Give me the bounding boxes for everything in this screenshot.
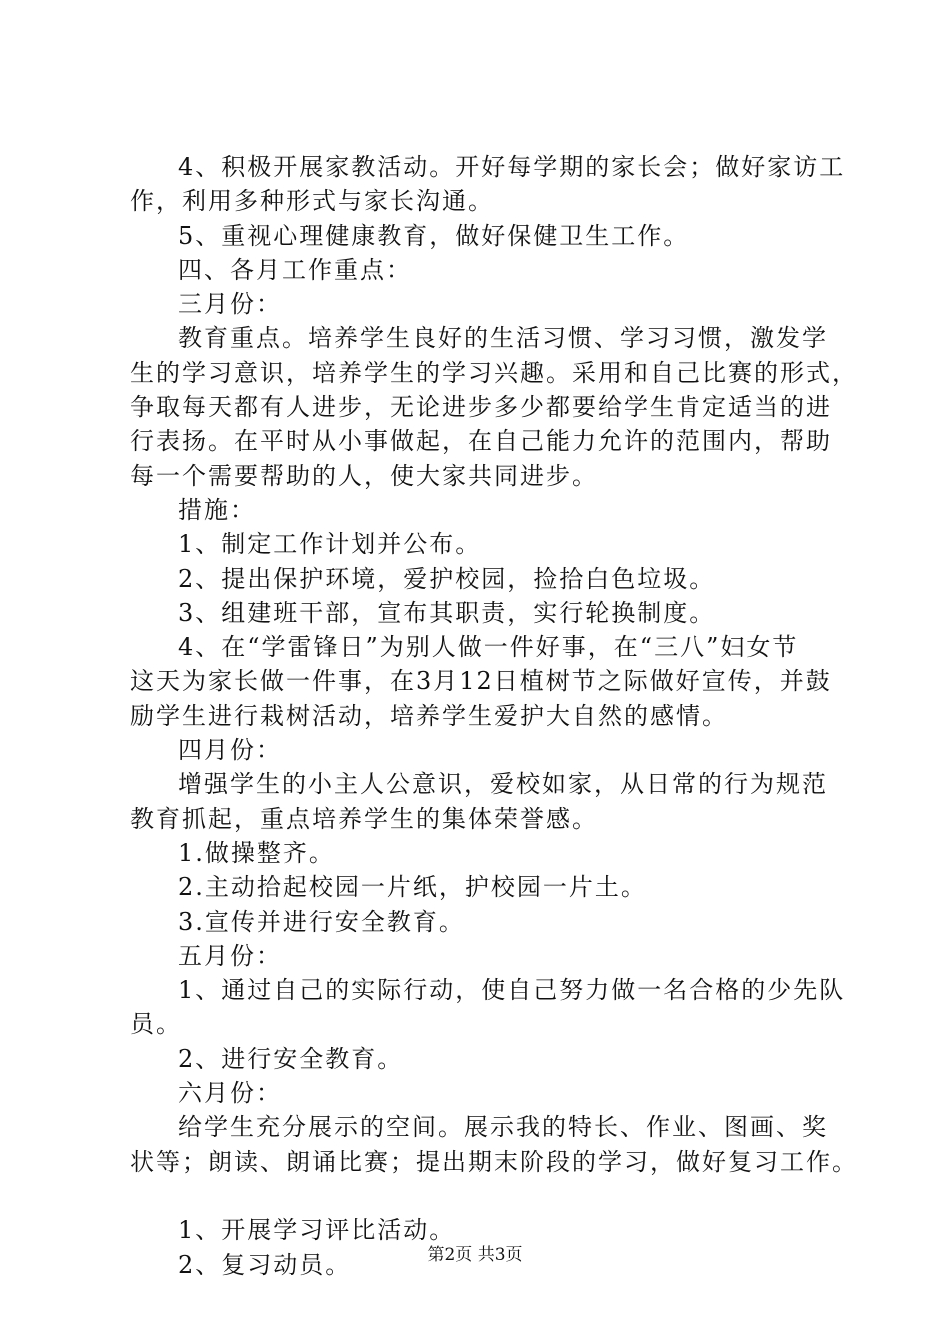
paragraph-line: 作，利用多种形式与家长沟通。 (130, 187, 494, 216)
paragraph-line: 状等；朗读、朗诵比赛；提出期末阶段的学习，做好复习工作。 (130, 1147, 858, 1176)
blank-line (130, 1179, 840, 1213)
month-heading-april: 四月份： (178, 736, 282, 765)
month-heading-june: 六月份： (178, 1079, 282, 1108)
list-item: 3.宣传并进行安全教育。 (178, 907, 465, 936)
list-item: 4、在“学雷锋日”为别人做一件好事，在“三八”妇女节 (178, 633, 799, 662)
paragraph-line: 增强学生的小主人公意识，爱校如家，从日常的行为规范 (178, 770, 828, 799)
list-item: 1.做操整齐。 (178, 838, 335, 867)
paragraph-line: 员。 (130, 1010, 182, 1039)
list-item: 2.主动拾起校园一片纸，护校园一片土。 (178, 873, 647, 902)
list-item: 2、进行安全教育。 (178, 1044, 404, 1073)
paragraph-line: 这天为家长做一件事，在3月12日植树节之际做好宣传，并鼓 (130, 667, 832, 696)
list-item: 1、制定工作计划并公布。 (178, 530, 482, 559)
paragraph-line: 励学生进行栽树活动，培养学生爱护大自然的感情。 (130, 701, 728, 730)
paragraph-line: 教育重点。培养学生良好的生活习惯、学习习惯，激发学 (178, 324, 828, 353)
list-item: 2、提出保护环境，爱护校园，捡拾白色垃圾。 (178, 564, 716, 593)
paragraph-line: 给学生充分展示的空间。展示我的特长、作业、图画、奖 (178, 1113, 828, 1142)
paragraph-line: 争取每天都有人进步，无论进步多少都要给学生肯定适当的进 (130, 393, 832, 422)
list-item: 2、复习动员。 (178, 1250, 352, 1279)
list-item: 1、通过自己的实际行动，使自己努力做一名合格的少先队 (178, 976, 846, 1005)
paragraph-line: 每一个需要帮助的人，使大家共同进步。 (130, 461, 598, 490)
paragraph-line: 5、重视心理健康教育，做好保健卫生工作。 (178, 221, 690, 250)
list-item: 3、组建班干部，宣布其职责，实行轮换制度。 (178, 598, 716, 627)
paragraph-line: 4、积极开展家教活动。开好每学期的家长会；做好家访工 (178, 153, 846, 181)
list-item: 1、开展学习评比活动。 (178, 1216, 456, 1245)
measures-heading: 措施： (178, 495, 256, 524)
paragraph-line: 教育抓起，重点培养学生的集体荣誉感。 (130, 804, 598, 833)
paragraph-line: 生的学习意识，培养学生的学习兴趣。采用和自己比赛的形式， (130, 358, 858, 387)
section-heading: 四、各月工作重点： (178, 255, 412, 284)
paragraph-line: 行表扬。在平时从小事做起，在自己能力允许的范围内，帮助 (130, 427, 832, 456)
page-footer: 第2页 共3页 (427, 1245, 523, 1265)
month-heading-march: 三月份： (178, 290, 282, 319)
month-heading-may: 五月份： (178, 941, 282, 970)
document-body (130, 150, 858, 1282)
